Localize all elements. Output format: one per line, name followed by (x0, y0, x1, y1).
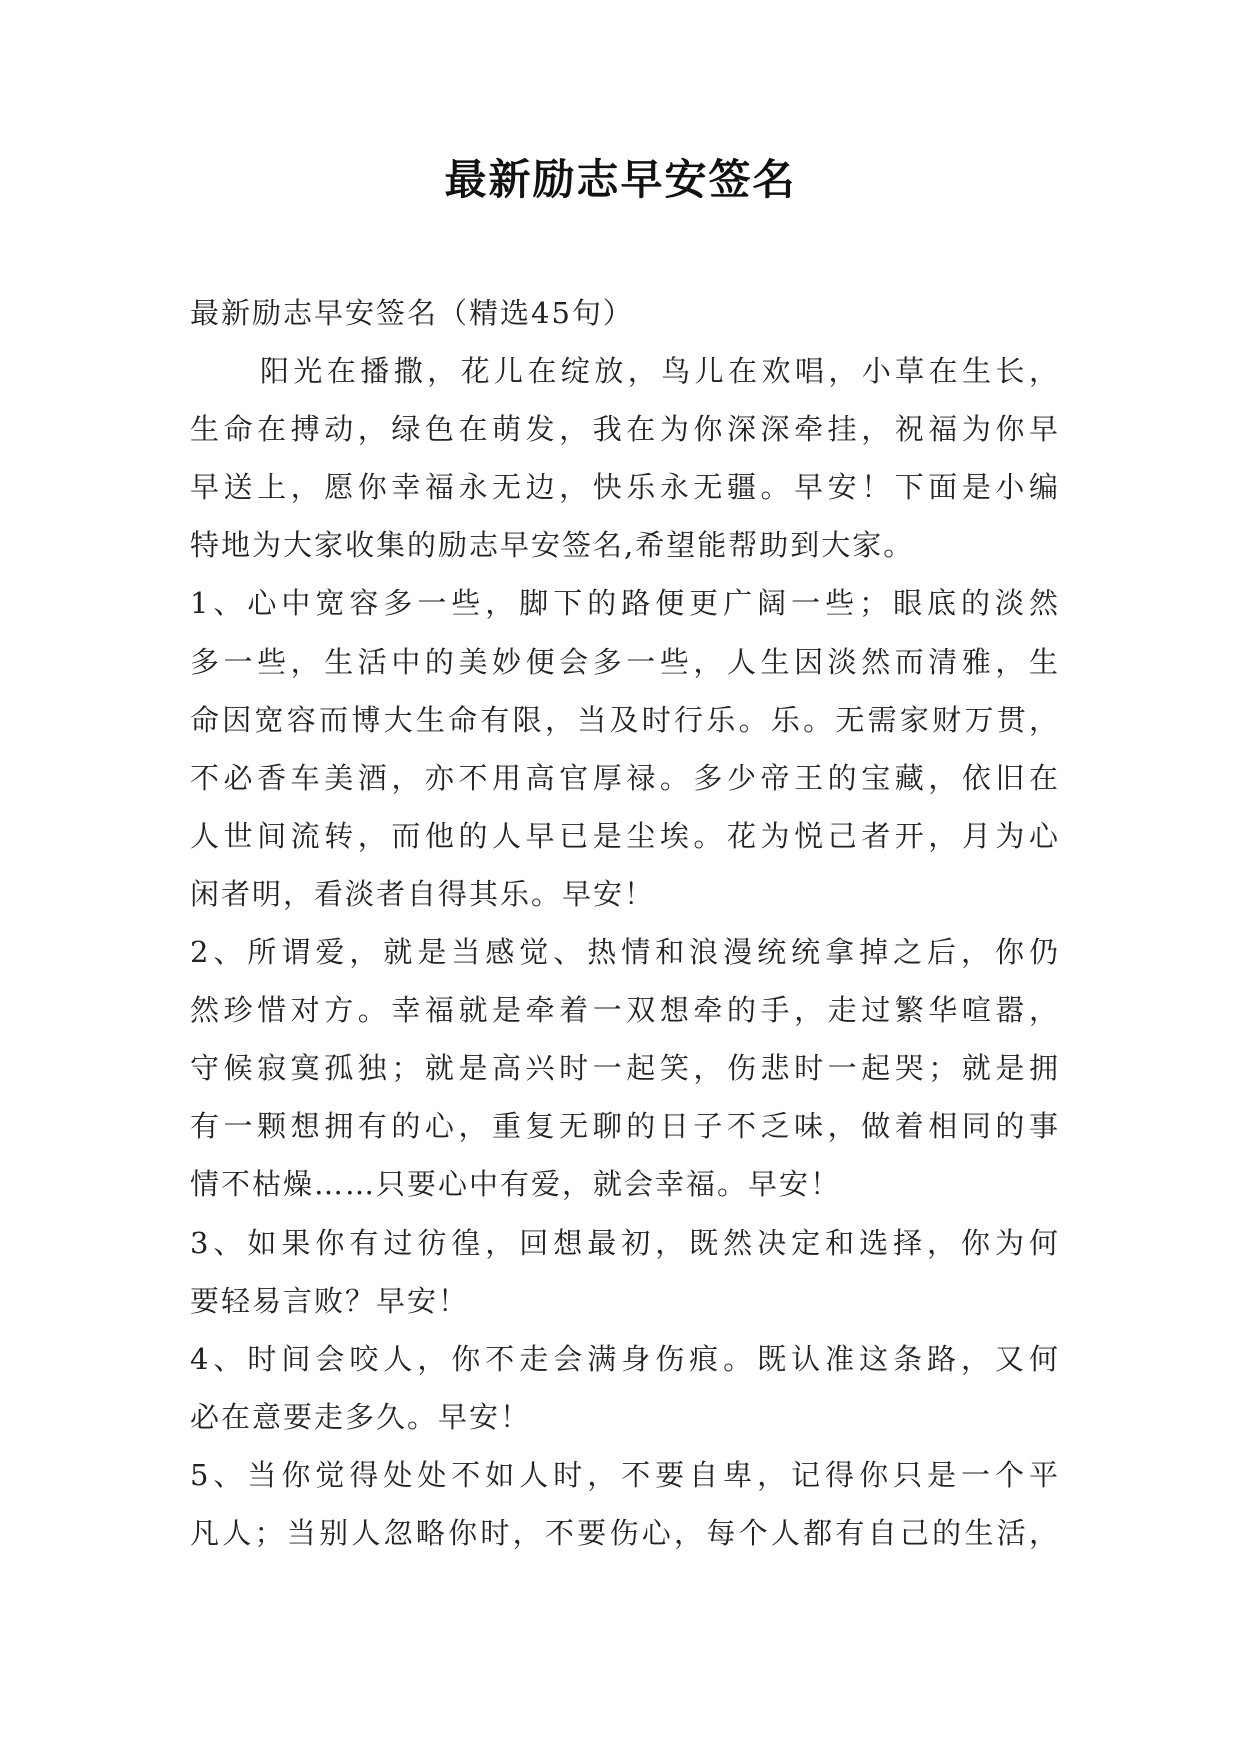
item-1-line: 人世间流转，而他的人早已是尘埃。花为悦己者开，月为心 (190, 818, 1060, 853)
item-3-line: 要轻易言败？早安！ (190, 1283, 470, 1318)
intro-paragraph-line: 早送上，愿你幸福永无边，快乐永无疆。早安！下面是小编 (190, 470, 1060, 505)
item-4-line: 必在意要走多久。早安！ (190, 1399, 532, 1434)
item-1-line: 闲者明，看淡者自得其乐。早安！ (190, 876, 656, 911)
item-2-line: 情不枯燥……只要心中有爱，就会幸福。早安！ (190, 1167, 842, 1202)
item-4-line: 4、时间会咬人，你不走会满身伤痕。既认准这条路，又何 (190, 1341, 1060, 1376)
document-body (190, 284, 1060, 1562)
item-3-line: 3、如果你有过彷徨，回想最初，既然决定和选择，你为何 (190, 1225, 1060, 1260)
item-1-line: 命因宽容而博大生命有限，当及时行乐。乐。无需家财万贯， (190, 702, 1060, 737)
item-2-line: 有一颗想拥有的心，重复无聊的日子不乏味，做着相同的事 (190, 1109, 1060, 1144)
item-2-line: 然珍惜对方。幸福就是牵着一双想牵的手，走过繁华喧嚣， (190, 993, 1060, 1028)
intro-paragraph-line: 生命在搏动，绿色在萌发，我在为你深深牵挂，祝福为你早 (190, 412, 1060, 447)
item-1-line: 1、心中宽容多一些，脚下的路便更广阔一些；眼底的淡然 (190, 586, 1060, 621)
document-title: 最新励志早安签名 (444, 155, 797, 204)
item-2-line: 2、所谓爱，就是当感觉、热情和浪漫统统拿掉之后，你仍 (190, 935, 1060, 970)
item-1-line: 不必香车美酒，亦不用高官厚禄。多少帝王的宝藏，依旧在 (190, 760, 1060, 795)
item-5-line: 5、当你觉得处处不如人时，不要自卑，记得你只是一个平 (190, 1457, 1060, 1492)
subtitle-line: 最新励志早安签名（精选45句） (190, 296, 634, 330)
item-5-line: 凡人；当别人忽略你时，不要伤心，每个人都有自己的生活， (190, 1515, 1060, 1550)
intro-paragraph-line: 阳光在播撒，花儿在绽放，鸟儿在欢唱，小草在生长， (260, 354, 1060, 389)
item-2-line: 守候寂寞孤独；就是高兴时一起笑，伤悲时一起哭；就是拥 (190, 1051, 1060, 1086)
intro-paragraph-line: 特地为大家收集的励志早安签名,希望能帮助到大家。 (190, 528, 915, 563)
item-1-line: 多一些，生活中的美妙便会多一些，人生因淡然而清雅，生 (190, 644, 1060, 679)
